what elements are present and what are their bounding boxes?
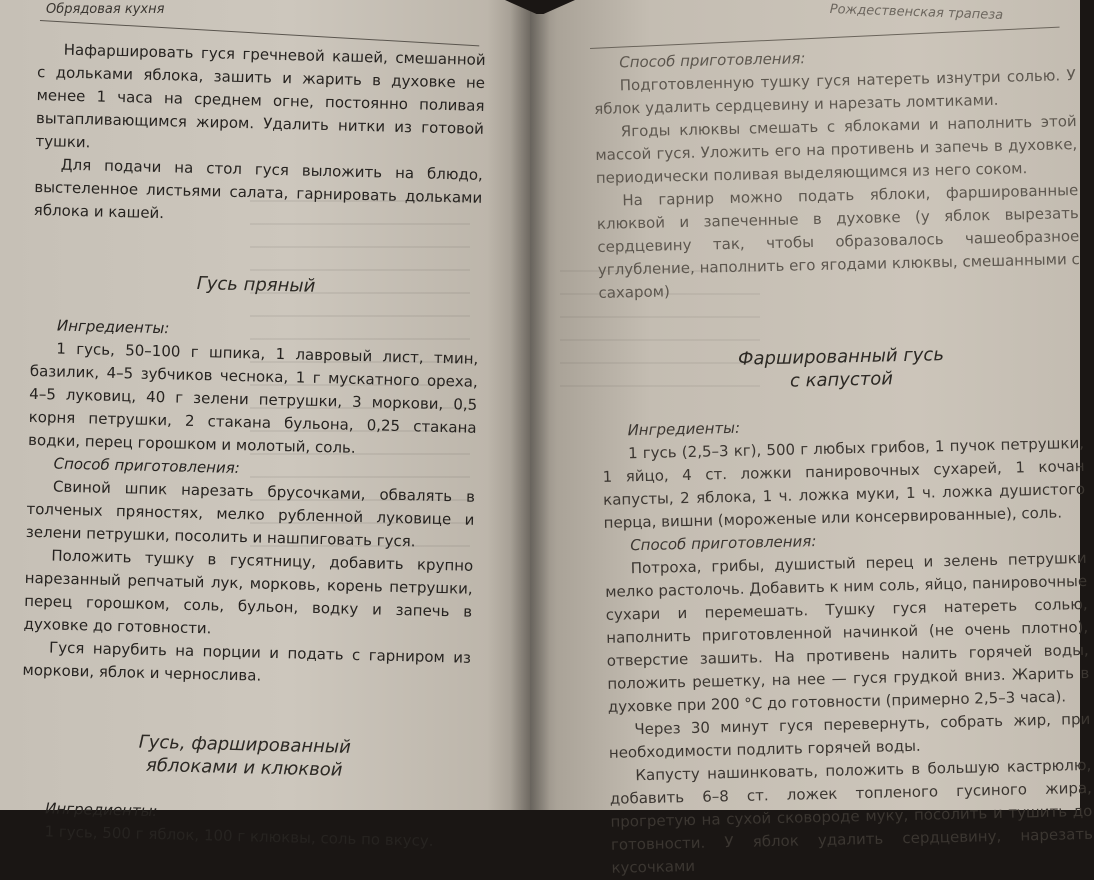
left-page [0, 0, 530, 850]
method-step-2: Положить тушку в гусятницу, добавить крупно нарезанный репчатый лук, морковь, корень петрушки, перец горошком, соль, бульон, водку и запечь в духовке до готовности. [23, 546, 474, 638]
method-step-1: Свиной шпик нарезать брусочками, обвалять в толченых пряностях, мелко рубленной луковице и зелени петрушки, посолить и нашпиговать гуся. [25, 477, 476, 551]
method-step-3: Капусту нашинковать, положить в большую кастрюлю, добавить 6–8 ст. ложек топленого гусиного жира, прогретую на сухой сковороде муку, посолить и тушить до готовности. У яблок удалить сердцевину, нарезать кусочками [609, 755, 1094, 877]
ingredients-list-2: 1 гусь, 500 г яблок, 100 г клюквы, соль по вкусу. [44, 822, 434, 850]
method-label-2: Способ приготовления: [629, 532, 817, 555]
ingredients-list: 1 гусь, 50–100 г шпика, 1 лавровый лист, тмин, базилик, 4–5 зубчиков чеснока, 1 г мускатного ореха, 4–5 луковиц, 40 г зелени петрушки, 3 моркови, 0,5 корня петрушки, 2 стакана бульона, 0,25 стакана водки, перец горошком и молотый, соль. [27, 339, 479, 457]
method-paragraph-1: Подготовленную тушку гуся натереть изнутри солью. У яблок удалить сердцевину и нарезать ломтиками. [594, 66, 1076, 118]
ingredients-list: 1 гусь (2,5–3 кг), 500 г любых грибов, 1 пучок петрушки, 1 яйцо, 4 ст. ложки панировочных сухарей, 1 кочан капусты, 2 яблока, 1 ч. ложка муки, 1 ч. ложка душистого перца, вишни (мороженые или консервированные), соль. [602, 433, 1086, 532]
right-page-content [593, 41, 1094, 880]
book-spine-shadow [510, 0, 550, 810]
method-step-1: Потроха, грибы, душистый перец и зелень петрушки мелко растолочь. Добавить к ним соль, яйцо, панировочные сухари и перемешать. Тушку гуся натереть солью, наполнить приготовленной начинкой (не очень плотно), отверстие зашить. На противень налить горячей воды, положить решетку, на нее — гуся грудкой вниз. Жарить в духовке при 200 °С до готовности (примерно 2,5–3 часа). [605, 548, 1090, 716]
running-head-left: Обрядовая кухня [46, 2, 165, 17]
recipe-title-spiced-goose: Гусь пряный [196, 272, 316, 297]
method-paragraph-3: На гарнир можно подать яблоки, фаршированные клюквой и запеченные в духовке (у яблок вырезать сердцевину так, чтобы образовалось чашеобразное углубление, наполнить его ягодами клюквы, смешанными с сахаром) [596, 181, 1081, 302]
method-paragraph-2: Ягоды клюквы смешать с яблоками и наполнить этой массой гуся. Уложить его на противень и запечь в духовке, периодически поливая выделяющимся из него соком. [595, 112, 1078, 187]
ingredients-label-2: Ингредиенты: [44, 799, 158, 821]
intro-paragraph-2: Для подачи на стол гуся выложить на блюдо, выстеленное листьями салата, гарнировать дольками яблока и кашей. [33, 155, 484, 223]
right-page [530, 0, 1094, 877]
method-label: Способ приготовления: [53, 454, 241, 478]
left-page-content [18, 38, 486, 854]
running-head-right: Рождественская трапеза [829, 2, 1004, 24]
method-step-3: Гуся нарубить на порции и подать с гарниром из моркови, яблок и чернослива. [22, 638, 472, 685]
recipe-title-line-2: яблоками и клюквой [145, 754, 343, 781]
recipe-title-line-2: с капустой [789, 368, 894, 392]
method-step-2: Через 30 минут гуся перевернуть, собрать жир, при необходимости подлить горячей воды. [608, 709, 1091, 762]
method-label: Способ приготовления: [619, 49, 806, 72]
intro-paragraph-1: Нафаршировать гуся гречневой кашей, смешанной с дольками яблока, зашить и жарить в духовке не менее 1 часа на среднем огне, постоянно поливая вытапливающимся жиром. Удалить нитки из готовой тушки. [35, 40, 486, 152]
recipe-title-line-1: Фаршированный гусь [737, 344, 945, 370]
ingredients-label: Ингредиенты: [627, 418, 741, 440]
ingredients-label: Ингредиенты: [56, 316, 170, 338]
recipe-title-line-1: Гусь, фаршированный [138, 731, 352, 758]
